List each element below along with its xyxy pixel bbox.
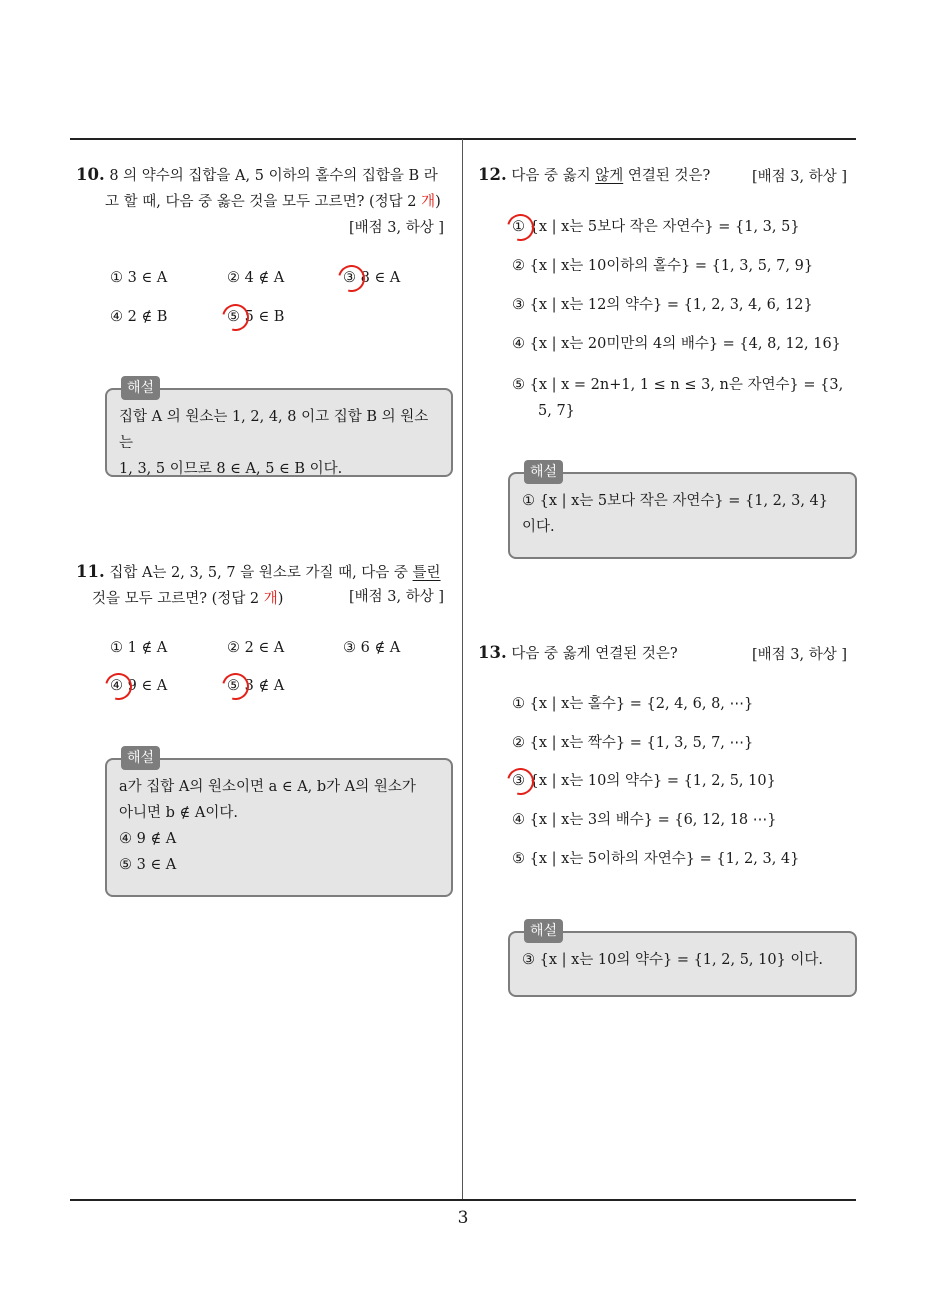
question-number: 12. [478,165,507,184]
q11-choice-2[interactable]: ② 2 ∈ A [227,640,285,656]
explanation-line: ③ {x | x는 10의 약수} = {1, 2, 5, 10} 이다. [522,952,824,968]
q11-choice-5[interactable] [227,675,284,697]
choice-text-cont: 5, 7} [538,403,575,419]
question-10 [76,162,456,215]
answer-circle-icon [217,668,254,705]
q10-choice-4[interactable]: ④ 2 ∉ B [110,309,168,325]
answer-circle-icon [217,299,254,336]
question-text-line2-end: ) [277,591,284,607]
q13-explanation [508,923,857,997]
explanation-line: 이다. [522,519,555,535]
question-11-meta: [배점 3, 하상 ] [349,589,445,605]
bottom-rule [70,1199,856,1201]
q11-choice-4[interactable] [110,675,167,697]
underlined-word: 않게 [595,168,624,184]
explanation-line: 집합 A 의 원소는 1, 2, 4, 8 이고 집합 B 의 원소는 [119,409,429,451]
explanation-tag: 해설 [121,746,160,770]
question-text-end: 연결된 것은? [623,168,711,184]
q12-choice-1[interactable] [512,216,800,238]
q12-choice-3[interactable]: ③ {x | x는 12의 약수} = {1, 2, 3, 4, 6, 12} [512,297,813,313]
question-12-meta: [배점 3, 하상 ] [752,169,848,185]
choice-text: ③ 8 ∈ A [343,270,401,286]
top-rule [70,138,856,140]
question-text-line2: 고 할 때, 다음 중 옳은 것을 모두 고르면? (정답 2 [105,194,422,210]
question-text-line1: 집합 A는 2, 3, 5, 7 을 원소로 가질 때, 다음 중 [109,565,413,581]
q13-choice-1[interactable]: ① {x | x는 홀수} = {2, 4, 6, 8, ⋯} [512,696,754,712]
q13-choice-3[interactable] [512,770,776,792]
explanation-tag: 해설 [524,460,563,484]
question-text: 다음 중 옳지 [511,168,596,184]
explanation-line: a가 집합 A의 원소이면 a ∈ A, b가 A의 원소가 [119,779,416,795]
explanation-line: 1, 3, 5 이므로 8 ∈ A, 5 ∈ B 이다. [119,461,343,477]
q12-choice-5[interactable] [512,372,843,424]
answer-circle-icon [333,260,370,297]
explanation-line: ① {x | x는 5보다 작은 자연수} = {1, 2, 3, 4} [522,493,828,509]
q13-choice-4[interactable]: ④ {x | x는 3의 배수} = {6, 12, 18 ⋯} [512,812,777,828]
explanation-tag: 해설 [524,919,563,943]
q11-choice-3[interactable]: ③ 6 ∉ A [343,640,401,656]
choice-text: ⑤ 5 ∈ B [227,309,285,325]
choice-text: ⑤ {x | x = 2n+1, 1 ≤ n ≤ 3, n은 자연수} = {3, [512,377,844,393]
q13-choice-5[interactable]: ⑤ {x | x는 5이하의 자연수} = {1, 2, 3, 4} [512,851,800,867]
explanation-tag: 해설 [121,376,160,400]
question-number: 10. [76,165,105,184]
q12-explanation [508,464,857,559]
q11-explanation [105,750,453,897]
question-text: 다음 중 옳게 연결된 것은? [511,646,678,662]
q13-choice-2[interactable]: ② {x | x는 짝수} = {1, 3, 5, 7, ⋯} [512,735,754,751]
explanation-line: ⑤ 3 ∈ A [119,857,177,873]
q12-choice-4[interactable]: ④ {x | x는 20미만의 4의 배수} = {4, 8, 12, 16} [512,336,841,352]
underlined-word: 틀린 [412,565,441,581]
question-text-line2: 것을 모두 고르면? (정답 2 [92,591,264,607]
choice-text: ④ 9 ∈ A [110,678,168,694]
q10-explanation [105,380,453,477]
question-text-line1: 8 의 약수의 집합을 A, 5 이하의 홀수의 집합을 B 라 [109,168,438,184]
q11-choice-1[interactable]: ① 1 ∉ A [110,640,168,656]
choice-text: ⑤ 3 ∉ A [227,678,285,694]
page-number: 3 [457,1208,469,1228]
highlight-word: 개 [421,194,436,210]
column-divider [462,139,463,1199]
q10-choice-1[interactable]: ① 3 ∈ A [110,270,168,286]
choice-text: ③ {x | x는 10의 약수} = {1, 2, 5, 10} [512,773,776,789]
question-text-line2-end: ) [435,194,441,210]
question-10-meta: [배점 3, 하상 ] [349,220,445,236]
explanation-line: 아니면 b ∉ A이다. [119,805,238,821]
question-number: 13. [478,643,507,662]
q10-choice-2[interactable]: ② 4 ∉ A [227,270,285,286]
q10-choice-3[interactable] [343,267,400,289]
answer-circle-icon [100,668,137,705]
question-13-meta: [배점 3, 하상 ] [752,647,848,663]
answer-circle-icon [502,763,539,800]
answer-circle-icon [502,209,539,246]
choice-text: ① {x | x는 5보다 작은 자연수} = {1, 3, 5} [512,219,800,235]
explanation-line: ④ 9 ∉ A [119,831,177,847]
highlight-word: 개 [263,591,278,607]
q10-choice-5[interactable] [227,306,284,328]
question-number: 11. [76,562,105,581]
q12-choice-2[interactable]: ② {x | x는 10이하의 홀수} = {1, 3, 5, 7, 9} [512,258,814,274]
